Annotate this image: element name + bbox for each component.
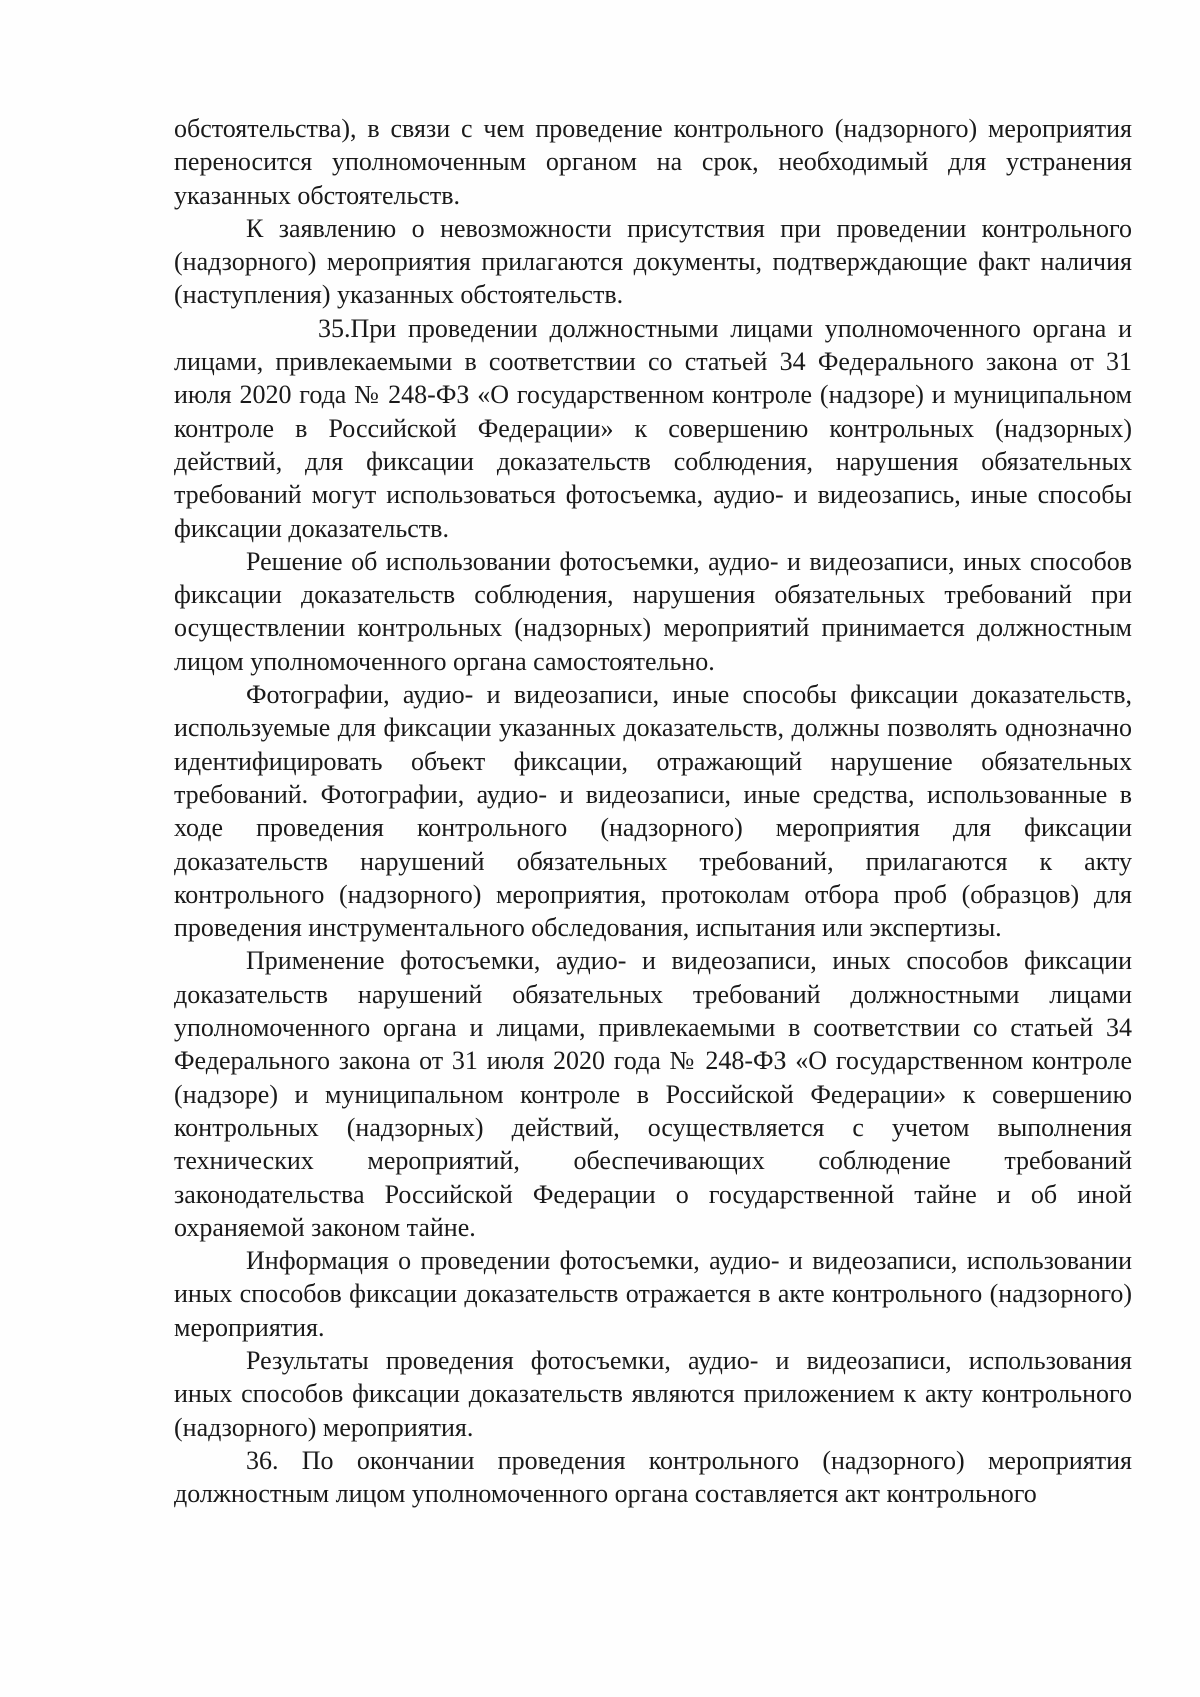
paragraph-application: Применение фотосъемки, аудио- и видеозаписи, иных способов фиксации доказательств нарушений обязательных требований должностными лицами уполномоченного органа и лицами, привлекаемыми в соответствии со статьей 34 Федерального закона от 31 июля 2020 года № 248-ФЗ «О государственном контроле (надзоре) и муниципальном контроле в Российской Федерации» к совершению контрольных (надзорных) действий, осуществляется с учетом выполнения технических мероприятий, обеспечивающих соблюдение требований законодательства Российской Федерации о государственной тайне и об иной охраняемой законом тайне. — [174, 946, 1132, 1242]
item-35-number: 35. — [318, 313, 351, 343]
paragraph-item-36: 36. По окончании проведения контрольного (надзорного) мероприятия должностным лицом уполномоченного органа составляется акт контрольного — [174, 1445, 1132, 1509]
paragraph-results: Результаты проведения фотосъемки, аудио- и видеозаписи, использования иных способов фиксации доказательств являются приложением к акту контрольного (надзорного) мероприятия. — [174, 1345, 1132, 1442]
paragraph-attachment-documents: К заявлению о невозможности присутствия при проведении контрольного (надзорного) мероприятия прилагаются документы, подтверждающие факт наличия (наступления) указанных обстоятельств. — [174, 213, 1132, 310]
paragraph-photographs: Фотографии, аудио- и видеозаписи, иные способы фиксации доказательств, используемые для фиксации указанных доказательств, должны позволять однозначно идентифицировать объект фиксации, отражающий нарушение обязательных требований. Фотографии, аудио- и видеозаписи, иные средства, использованные в ходе проведения контрольного (надзорного) мероприятия для фиксации доказательств нарушений обязательных требований, прилагаются к акту контрольного (надзорного) мероприятия, протоколам отбора проб (образцов) для проведения инструментального обследования, испытания или экспертизы. — [174, 680, 1132, 943]
item-35-text: При проведении должностными лицами уполномоченного органа и лицами, привлекаемыми в соответствии со статьей 34 Федерального закона от 31 июля 2020 года № 248-ФЗ «О государственном контроле (надзоре) и муниципальном контроле в Российской Федерации» к совершению контрольных (надзорных) действий, для фиксации доказательств соблюдения, нарушения обязательных требований могут использоваться фотосъемка, аудио- и видеозапись, иные способы фиксации доказательств. — [174, 313, 1132, 543]
document-body — [174, 112, 1132, 1510]
paragraph-information: Информация о проведении фотосъемки, аудио- и видеозаписи, использовании иных способов фиксации доказательств отражается в акте контрольного (надзорного) мероприятия. — [174, 1246, 1132, 1342]
paragraph-item-35 — [174, 312, 1132, 545]
paragraph-continuation: обстоятельства), в связи с чем проведение контрольного (надзорного) мероприятия переносится уполномоченным органом на срок, необходимый для устранения указанных обстоятельств. — [174, 114, 1132, 210]
paragraph-decision: Решение об использовании фотосъемки, аудио- и видеозаписи, иных способов фиксации доказательств соблюдения, нарушения обязательных требований при осуществлении контрольных (надзорных) мероприятий принимается должностным лицом уполномоченного органа самостоятельно. — [174, 546, 1132, 676]
